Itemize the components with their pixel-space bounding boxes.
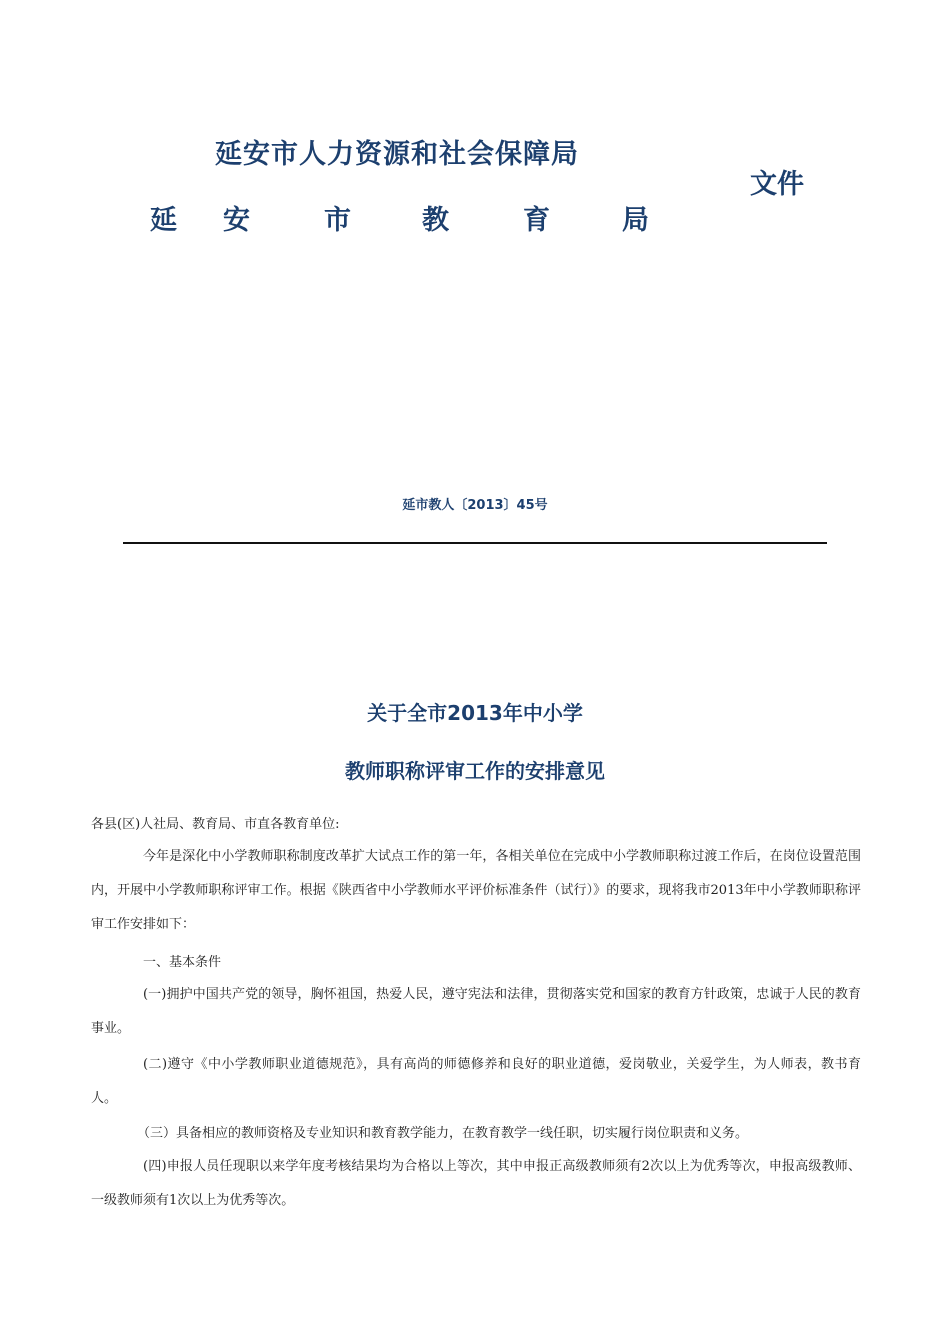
document-title-line1: 关于全市2013年中小学 [367,701,583,725]
issuer-char: 安 [223,205,250,236]
issuer-char: 局 [622,205,649,236]
issuer-name-hrss: 延安市人力资源和社会保障局 [215,139,579,170]
issuer-char: 延 [150,205,177,236]
condition-item-4: (四)申报人员任现职以来学年度考核结果均为合格以上等次，其中申报正高级教师须有2次以上为优秀等次，申报高级教师、一级教师须有1次以上为优秀等次。 [91,1159,861,1208]
document-number: 延市教人〔2013〕45号 [402,498,548,513]
document-title-line2: 教师职称评审工作的安排意见 [345,759,605,783]
doc-type-label: 文件 [750,169,804,200]
condition-item-1: (一)拥护中国共产党的领导，胸怀祖国，热爱人民，遵守宪法和法律，贯彻落实党和国家的教育方针政策，忠诚于人民的教育事业。 [91,987,861,1036]
condition-item-3: （三）具备相应的教师资格及专业知识和教育教学能力，在教育教学一线任职，切实履行岗位职责和义务。 [137,1126,749,1141]
header-divider [123,542,827,544]
condition-item-2: (二)遵守《中小学教师职业道德规范》，具有高尚的师德修养和良好的职业道德，爱岗敬业，关爱学生，为人师表，教书育人。 [91,1057,861,1106]
issuer-char: 市 [324,205,351,236]
paragraph-intro: 今年是深化中小学教师职称制度改革扩大试点工作的第一年，各相关单位在完成中小学教师职称过渡工作后，在岗位设置范围内，开展中小学教师职称评审工作。根据《陕西省中小学教师水平评价标准条件（试行）》的要求，现将我市2013年中小学教师职称评审工作安排如下： [91,849,861,932]
issuer-char: 育 [523,205,550,236]
issuer-char: 教 [422,205,449,236]
salutation: 各县(区)人社局、教育局、市直各教育单位: [91,817,340,832]
section-heading-basic-conditions: 一、基本条件 [143,955,222,970]
